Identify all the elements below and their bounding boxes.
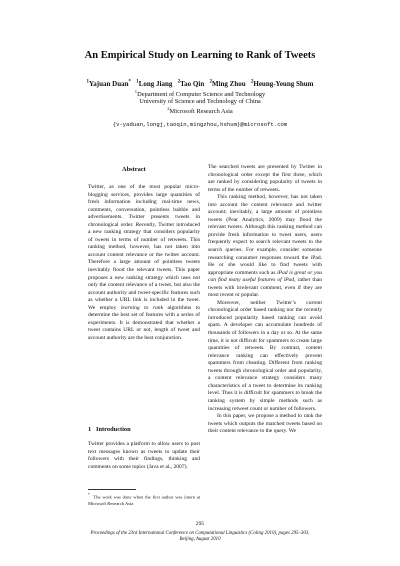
author: $^2$Tao Qin [177,80,205,89]
affiliation-1-line2: University of Science and Technology of China [139,98,261,105]
author: $^1$Long Jiang [136,80,173,89]
paragraph: The searched tweets are presented by Twitter in chronological order except the first three, which are ranked by considering popularity of tweets in terms of the number of retweets. [208,164,322,193]
introduction-heading: 1 Introduction [88,426,131,433]
author-emails: {v-yaduan,longj,taoqin,mingzhou,hshum}@microsoft.com [112,121,288,128]
paragraph: Moreover, neither Twitter’s current chronological order based ranking nor the recently introduced popularity based ranking can avoid spam. A developer can accumulate hundreds of thousands of followers in a day or so. At the same time, it is not difficult for spammers to create large quantities of retweets. By contrast, content relevance ranking can effectively prevent spammers from cheating. Different from ranking tweets through chronological order and popularity, a content relevance strategy considers many characteristics of a tweet to determine its ranking level. Thus it is difficult for spammers to break the ranking system by simple methods such as increasing retweet count or number of followers. [208,299,322,412]
right-column [208,164,322,436]
abstract-body: Twitter, as one of the most popular micro-blogging services, provides large quantities of fresh information including real-time news, comments, conversation, pointless babble and advertisements. Twitter presents tweets in chronological order. Recently, Twitter introduced a new ranking strategy that considers popularity of tweets in terms of number of retweets. This ranking method, however, has not taken into account content relevance or the twitter account. Therefore a large amount of pointless tweets inevitably flood the relevant tweets. This paper proposes a new ranking strategy which uses not only the content relevance of a tweet, but also the account authority and tweet-specific features such as whether a URL link is included in the tweet. We employ learning to rank algorithms to determine the best set of features with a series of experiments. It is demonstrated that whether a tweet contains URL or not, length of tweet and account authority are the best conjunction. [88,184,200,341]
affiliation-1: $^1$Department of Computer Science and Technology [134,89,266,99]
paragraph: In this paper, we propose a method to rank the tweets which outputs the matched tweets based on their content relevance to the query. We [208,413,322,435]
author: $^2$Heung-Yeung Shum [250,80,314,89]
page-number: 295 [195,521,205,527]
paper-title: An Empirical Study on Learning to Rank of Tweets [84,50,316,61]
introduction-body: Twitter provides a platform to allow users to post text messages known as tweets to update their followers with their findings, thinking and comments on some topics (Java et al., 2007). [88,441,200,470]
author: $^2$Ming Zhou [209,80,246,89]
footnote-divider [88,489,136,490]
author: $^1$Yajuan Duan* [86,80,131,89]
footnote: * The work was done when the first author was intern at Microsoft Research Asia [88,493,201,506]
paragraph: This ranking method, however, has not taken into account the content relevance and twitter account; inevitably, a large amount of pointless tweets (Pear Analytics, 2009) may flood the relevant tweets. Although this ranking method can provide fresh information to tweet users, users frequently expect to search relevant tweets to the search queries. For example, consider someone researching consumer responses toward the iPad. He or she would like to find tweets with appropriate comments such as iPad is great or you can find many useful features of iPad, rather than tweets with irrelevant comment, even if they are most recent or popular. [208,194,322,299]
proceedings-footer: Proceedings of the 23rd International Conference on Computational Linguistics (Coling 2010), pages 295–303, Beijing, August 2010 [90,531,310,543]
affiliation-2: $^2$Microsoft Research Asia [167,106,233,116]
abstract-heading: Abstract [122,166,146,173]
author-line [0,80,400,88]
